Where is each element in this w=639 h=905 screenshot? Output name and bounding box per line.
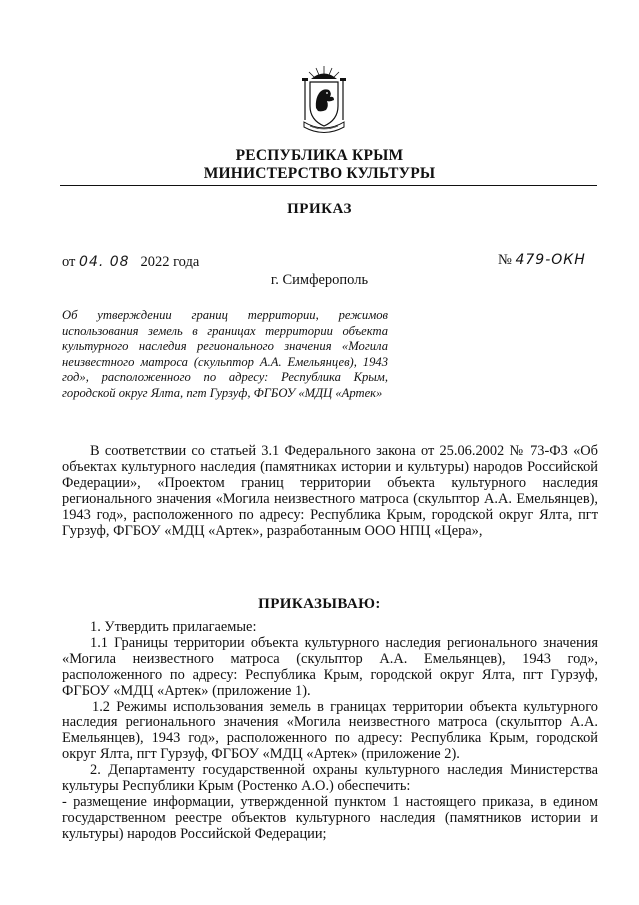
order-items bbox=[62, 620, 598, 843]
header-divider bbox=[60, 185, 597, 186]
order-subject: Об утверждении границ территории, режимов использования земель в границах территории объекта культурного наследия регионального значения «Могила неизвестного матроса (скульптор А.А. Емельянцев), 1943 год», расположенного по адресу: Республика Крым, городской округ Ялта, пгт Гурзуф, ФГБОУ «МДЦ «Артек» bbox=[62, 308, 388, 400]
date-suffix: 2022 года bbox=[140, 254, 200, 270]
item-1: 1. Утвердить прилагаемые: bbox=[90, 619, 257, 635]
item-2-a: - размещение информации, утвержденной пунктом 1 настоящего приказа, в едином государственном реестре объектов культурного наследия (памятников истории и культуры) народов Российской Федерации; bbox=[62, 793, 598, 842]
item-1-1: 1.1 Границы территории объекта культурного наследия регионального значения «Могила неизвестного матроса (скульптор А.А. Емельянцев), 1943 год», расположенного по адресу: Республика Крым, городской округ Ялта, пгт Гурзуф, ФГБОУ «МДЦ «Артек» (приложение 1). bbox=[62, 634, 598, 699]
org-name-line2: МИНИСТЕРСТВО КУЛЬТУРЫ bbox=[203, 165, 436, 182]
date-prefix: от bbox=[62, 254, 76, 270]
intro-paragraph: В соответствии со статьей 3.1 Федерального закона от 25.06.2002 № 73-ФЗ «Об объектах культурного наследия (памятниках истории и культуры) народов Российской Федерации», «Проектом границ территории объекта культурного наследия регионального значения «Могила неизвестного матроса (скульптор А.А. Емельянцев), 1943 год», расположенного по адресу: Республика Крым, городской округ Ялта, пгт Гурзуф, ФГБОУ «МДЦ «Артек», разработанным ООО НПЦ «Цера», bbox=[62, 443, 598, 539]
item-2: 2. Департаменту государственной охраны культурного наследия Министерства культуры Республики Крым (Ростенко А.О.) обеспечить: bbox=[62, 762, 598, 795]
date-line bbox=[62, 254, 199, 271]
coat-of-arms-icon bbox=[296, 62, 352, 138]
city: г. Симферополь bbox=[270, 272, 369, 288]
date-handwritten: 04. 08 bbox=[79, 254, 130, 270]
order-heading: ПРИКАЗЫВАЮ: bbox=[258, 596, 381, 612]
number-handwritten: 479-ОКН bbox=[515, 252, 586, 268]
number-line bbox=[498, 252, 586, 269]
org-name-line1: РЕСПУБЛИКА КРЫМ bbox=[235, 147, 404, 164]
item-1-2: 1.2 Режимы использования земель в границах территории объекта культурного наследия регионального значения «Могила неизвестного матроса (скульптор А.А. Емельянцев), 1943 год», расположенного по адресу: Республика Крым, городской округ Ялта, пгт Гурзуф, ФГБОУ «МДЦ «Артек» (приложение 2). bbox=[62, 698, 598, 763]
number-prefix: № bbox=[498, 252, 512, 268]
document-type: ПРИКАЗ bbox=[287, 201, 352, 217]
